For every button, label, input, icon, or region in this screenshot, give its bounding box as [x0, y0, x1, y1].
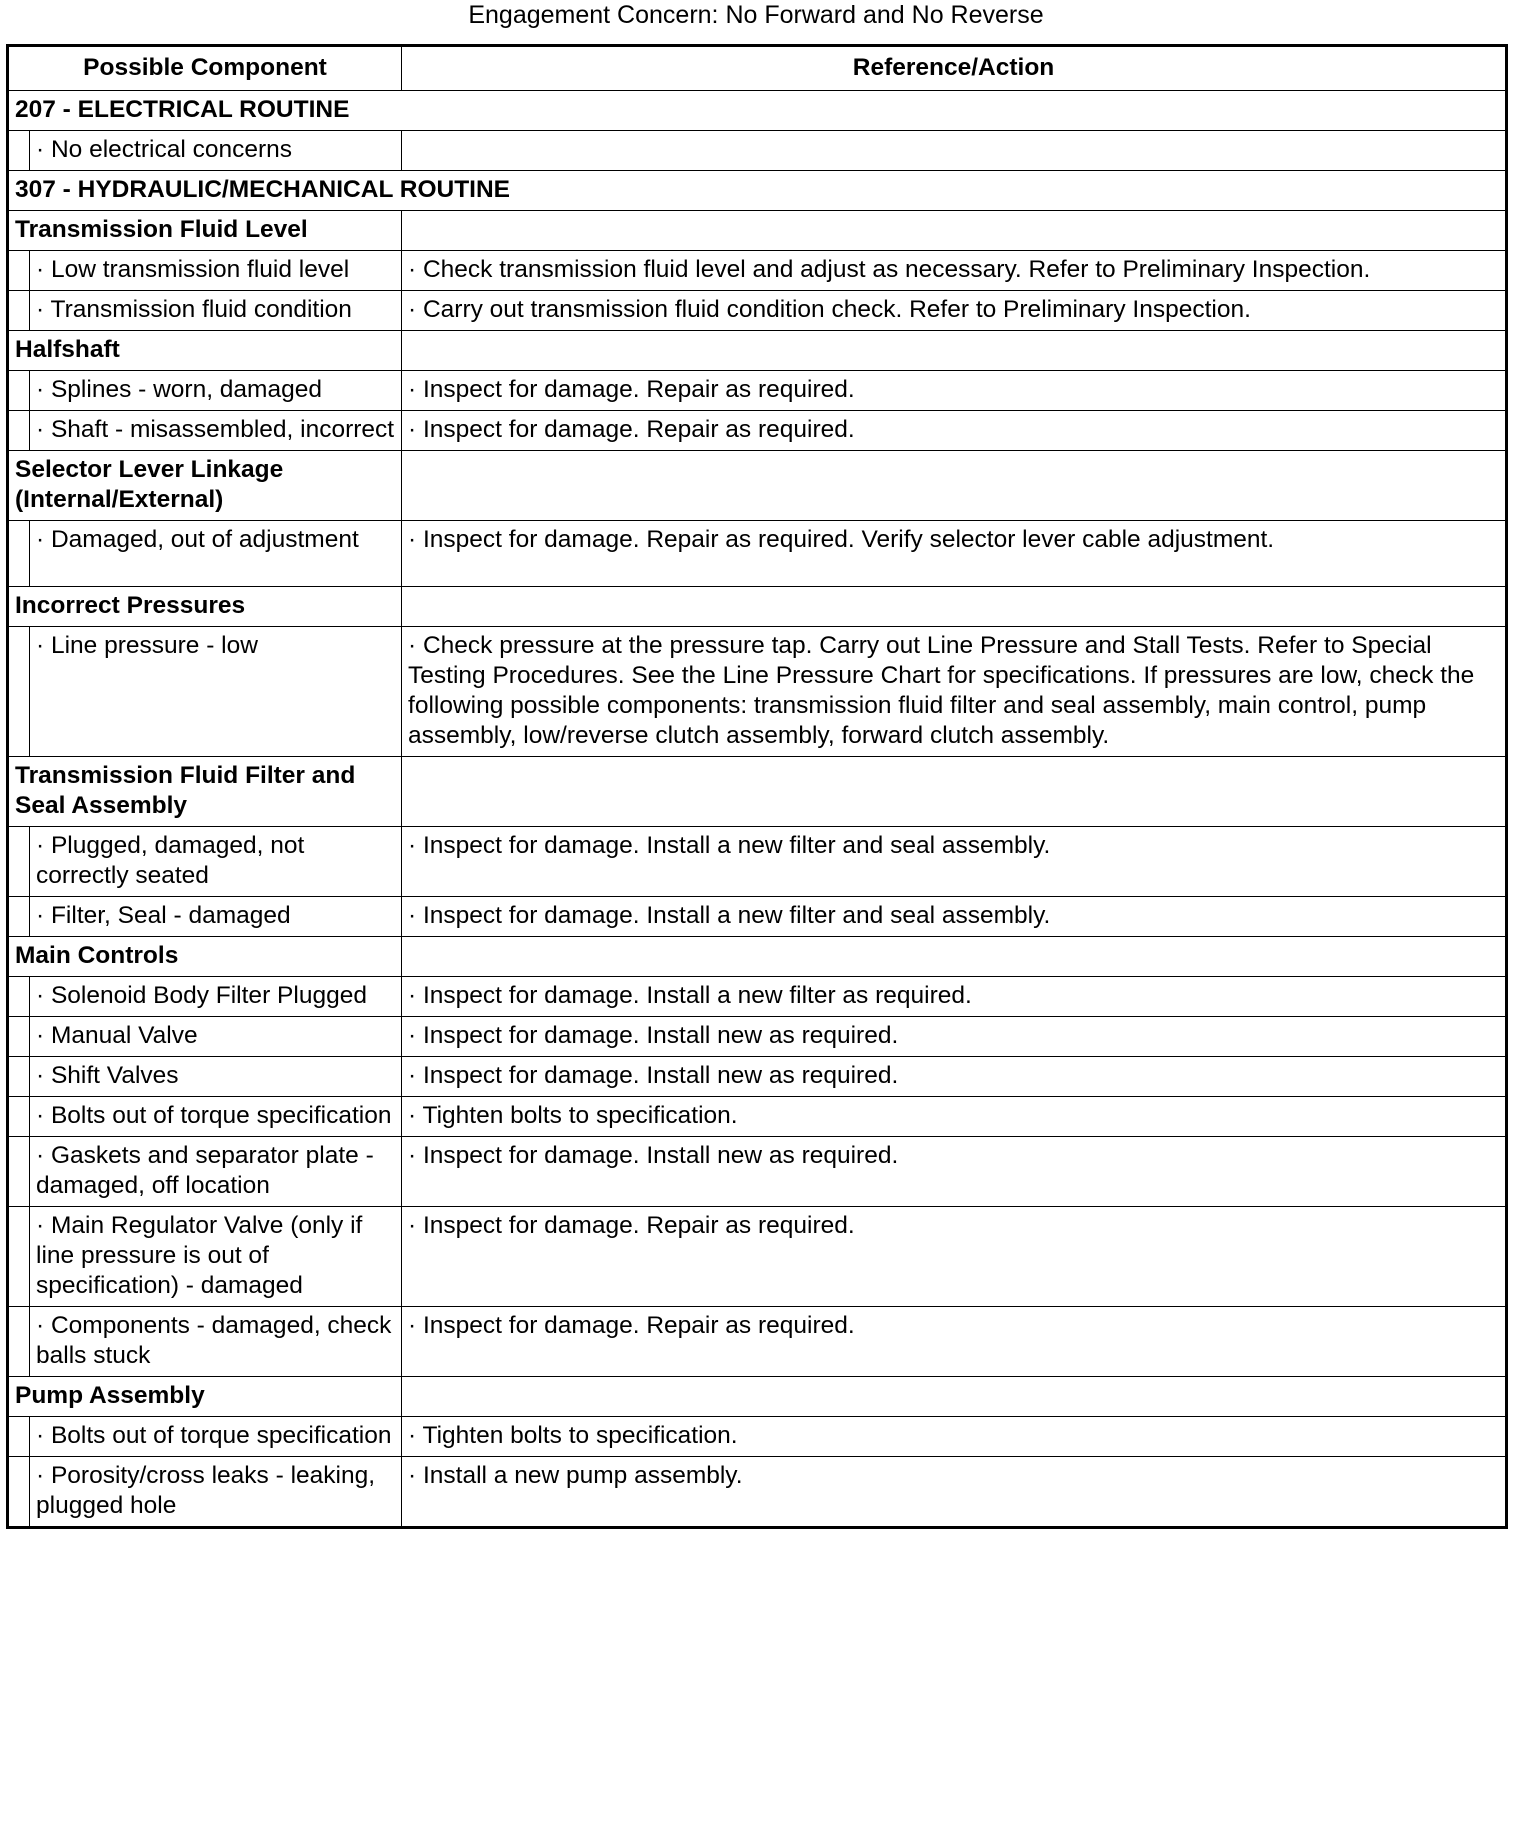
group-action-cell: [402, 451, 1507, 521]
indent-cell: [8, 521, 30, 587]
action-cell: · Inspect for damage. Install a new filter as required.: [402, 977, 1507, 1017]
table-row: [8, 1457, 1507, 1528]
action-cell: · Inspect for damage. Install new as required.: [402, 1017, 1507, 1057]
group-action-cell: [402, 1377, 1507, 1417]
action-cell: · Tighten bolts to specification.: [402, 1417, 1507, 1457]
section-heading: 207 - ELECTRICAL ROUTINE: [8, 91, 1507, 131]
table-row: [8, 131, 1507, 171]
component-cell: · Low transmission fluid level: [30, 251, 402, 291]
table-row: [8, 827, 1507, 897]
group-row: [8, 937, 1507, 977]
table-row: [8, 521, 1507, 587]
component-cell: · Main Regulator Valve (only if line pressure is out of specification) - damaged: [30, 1207, 402, 1307]
indent-cell: [8, 1097, 30, 1137]
indent-cell: [8, 1457, 30, 1528]
indent-cell: [8, 1417, 30, 1457]
header-reference-action: Reference/Action: [402, 46, 1507, 91]
action-cell: · Inspect for damage. Repair as required.: [402, 1307, 1507, 1377]
table-row: [8, 1137, 1507, 1207]
indent-cell: [8, 1207, 30, 1307]
component-cell: · Shaft - misassembled, incorrect: [30, 411, 402, 451]
component-cell: · Plugged, damaged, not correctly seated: [30, 827, 402, 897]
indent-cell: [8, 291, 30, 331]
table-row: [8, 1417, 1507, 1457]
section-heading: 307 - HYDRAULIC/MECHANICAL ROUTINE: [8, 171, 1507, 211]
indent-cell: [8, 627, 30, 757]
table-row: [8, 1307, 1507, 1377]
table-row: [8, 1097, 1507, 1137]
component-cell: · Transmission fluid condition: [30, 291, 402, 331]
indent-cell: [8, 1057, 30, 1097]
action-cell: · Inspect for damage. Repair as required.: [402, 371, 1507, 411]
group-action-cell: [402, 331, 1507, 371]
table-row: [8, 1017, 1507, 1057]
header-possible-component: Possible Component: [8, 46, 402, 91]
table-body: [8, 91, 1507, 1528]
component-cell: · Porosity/cross leaks - leaking, plugged hole: [30, 1457, 402, 1528]
component-cell: · Bolts out of torque specification: [30, 1417, 402, 1457]
indent-cell: [8, 411, 30, 451]
group-row: [8, 331, 1507, 371]
table-row: [8, 1057, 1507, 1097]
action-cell: · Inspect for damage. Install a new filter and seal assembly.: [402, 827, 1507, 897]
section-row: [8, 171, 1507, 211]
group-action-cell: [402, 757, 1507, 827]
table-row: [8, 371, 1507, 411]
indent-cell: [8, 131, 30, 171]
component-cell: · Gaskets and separator plate - damaged, off location: [30, 1137, 402, 1207]
group-heading: Incorrect Pressures: [8, 587, 402, 627]
group-heading: Transmission Fluid Filter and Seal Assembly: [8, 757, 402, 827]
group-heading: Halfshaft: [8, 331, 402, 371]
group-heading: Main Controls: [8, 937, 402, 977]
component-cell: · Components - damaged, check balls stuck: [30, 1307, 402, 1377]
component-cell: · Line pressure - low: [30, 627, 402, 757]
group-action-cell: [402, 211, 1507, 251]
component-cell: · Splines - worn, damaged: [30, 371, 402, 411]
indent-cell: [8, 371, 30, 411]
group-action-cell: [402, 587, 1507, 627]
component-cell: · Manual Valve: [30, 1017, 402, 1057]
group-heading: Transmission Fluid Level: [8, 211, 402, 251]
action-cell: · Inspect for damage. Install new as required.: [402, 1137, 1507, 1207]
component-cell: · No electrical concerns: [30, 131, 402, 171]
action-cell: · Inspect for damage. Repair as required.: [402, 1207, 1507, 1307]
table-row: [8, 897, 1507, 937]
action-cell: · Install a new pump assembly.: [402, 1457, 1507, 1528]
action-cell: · Inspect for damage. Repair as required. Verify selector lever cable adjustment.: [402, 521, 1507, 587]
table-row: [8, 251, 1507, 291]
group-heading: Pump Assembly: [8, 1377, 402, 1417]
component-cell: · Shift Valves: [30, 1057, 402, 1097]
table-row: [8, 1207, 1507, 1307]
group-row: [8, 451, 1507, 521]
action-cell: · Tighten bolts to specification.: [402, 1097, 1507, 1137]
indent-cell: [8, 827, 30, 897]
group-row: [8, 211, 1507, 251]
group-row: [8, 757, 1507, 827]
component-cell: · Solenoid Body Filter Plugged: [30, 977, 402, 1017]
group-row: [8, 1377, 1507, 1417]
table-header-row: [8, 46, 1507, 91]
component-cell: · Filter, Seal - damaged: [30, 897, 402, 937]
action-cell: · Inspect for damage. Install a new filter and seal assembly.: [402, 897, 1507, 937]
table-row: [8, 627, 1507, 757]
indent-cell: [8, 1137, 30, 1207]
action-cell: · Check transmission fluid level and adjust as necessary. Refer to Preliminary Inspection.: [402, 251, 1507, 291]
component-cell: · Damaged, out of adjustment: [30, 521, 402, 587]
indent-cell: [8, 251, 30, 291]
action-cell: · Inspect for damage. Install new as required.: [402, 1057, 1507, 1097]
group-action-cell: [402, 937, 1507, 977]
group-heading: Selector Lever Linkage (Internal/External): [8, 451, 402, 521]
group-row: [8, 587, 1507, 627]
component-cell: · Bolts out of torque specification: [30, 1097, 402, 1137]
indent-cell: [8, 1307, 30, 1377]
page-title: Engagement Concern: No Forward and No Reverse: [468, 1, 1044, 29]
action-cell: [402, 131, 1507, 171]
table-row: [8, 977, 1507, 1017]
indent-cell: [8, 897, 30, 937]
section-row: [8, 91, 1507, 131]
indent-cell: [8, 1017, 30, 1057]
table-row: [8, 411, 1507, 451]
table-row: [8, 291, 1507, 331]
action-cell: · Carry out transmission fluid condition check. Refer to Preliminary Inspection.: [402, 291, 1507, 331]
action-cell: · Inspect for damage. Repair as required.: [402, 411, 1507, 451]
indent-cell: [8, 977, 30, 1017]
diagnosis-table: [6, 44, 1508, 1529]
action-cell: · Check pressure at the pressure tap. Carry out Line Pressure and Stall Tests. Refer to Special Testing Procedures. See the Line Pressure Chart for specifications. If pressures are low, check the following possible components: transmission fluid filter and seal assembly, main control, pump assembly, low/reverse clutch assembly, forward clutch assembly.: [402, 627, 1507, 757]
